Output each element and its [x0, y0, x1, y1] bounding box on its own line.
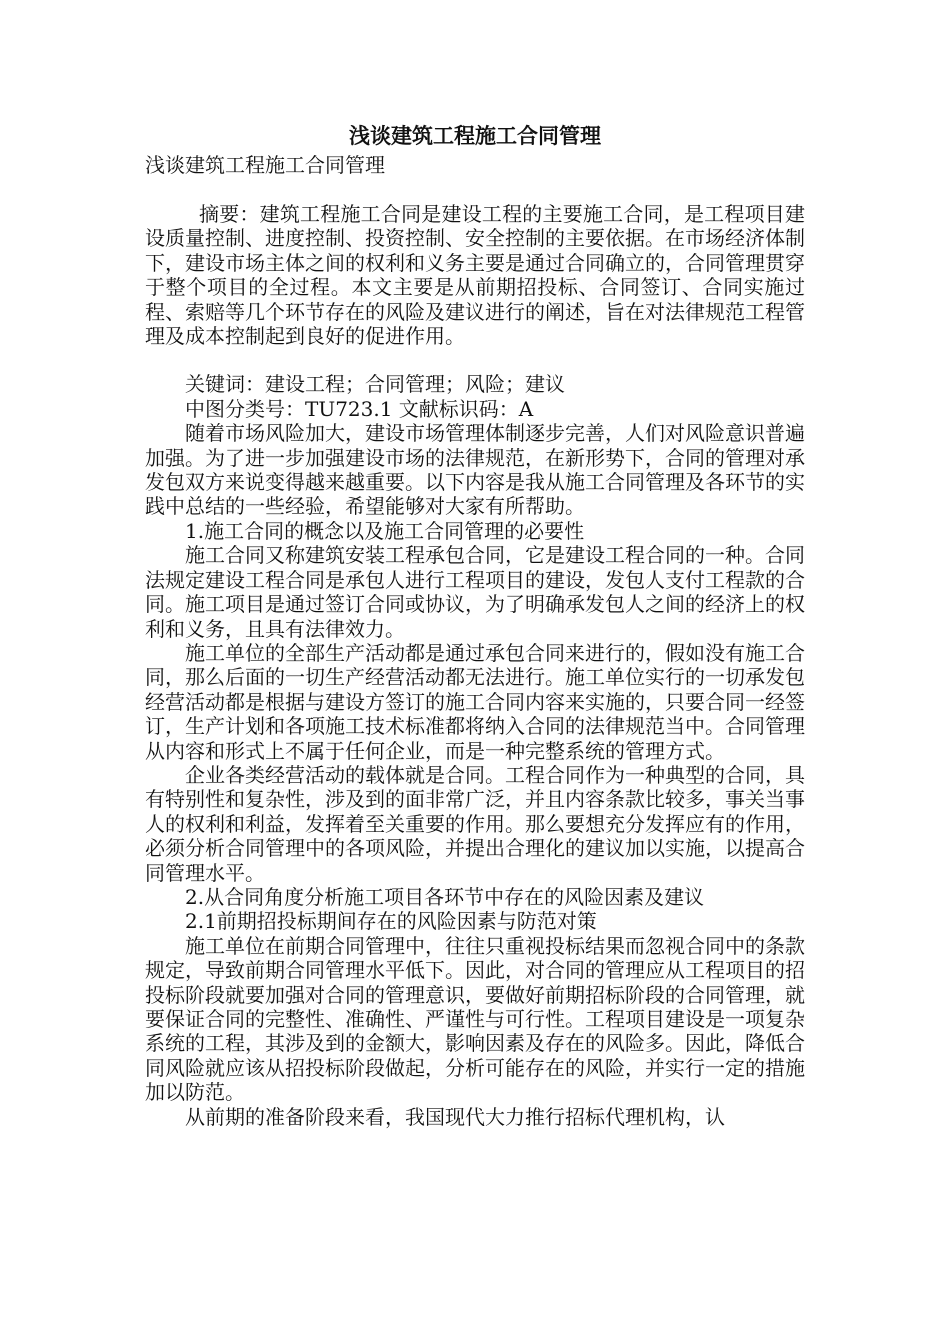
abstract-paragraph: 摘要：建筑工程施工合同是建设工程的主要施工合同，是工程项目建设质量控制、进度控制、投资控制、安全控制的主要依据。在市场经济体制下，建设市场主体之间的权利和义务主要是通过合同确立的，合同管理贯穿于整个项目的全过程。本文主要是从前期招投标、合同签订、合同实施过程、索赔等几个环节存在的风险及建议进行的阐述，旨在对法律规范工程管理及成本控制起到良好的促进作用。	[145, 202, 805, 349]
document-subtitle: 浅谈建筑工程施工合同管理	[145, 153, 385, 177]
section-1-paragraph-3: 企业各类经营活动的载体就是合同。工程合同作为一种典型的合同，具有特别性和复杂性，涉及到的面非常广泛，并且内容条款比较多，事关当事人的权利和利益，发挥着至关重要的作用。那么要想充分发挥应有的作用，必须分析合同管理中的各项风险，并提出合理化的建议加以实施，以提高合同管理水平。	[145, 762, 805, 885]
section-2-heading: 2.从合同角度分析施工项目各环节中存在的风险因素及建议	[185, 884, 705, 909]
section-2-1-paragraph-2: 从前期的准备阶段来看，我国现代大力推行招标代理机构，认	[185, 1104, 725, 1129]
document-page	[145, 120, 805, 1129]
section-1-paragraph-2: 施工单位的全部生产活动都是通过承包合同来进行的，假如没有施工合同，那么后面的一切生产经营活动都无法进行。施工单位实行的一切承发包经营活动都是根据与建设方签订的施工合同内容来实施的，只要合同一经签订，生产计划和各项施工技术标准都将纳入合同的法律规范当中。合同管理从内容和形式上不属于任何企业，而是一种完整系统的管理方式。	[145, 640, 805, 763]
keywords-line: 关键词：建设工程；合同管理；风险；建议	[185, 372, 565, 397]
intro-paragraph: 随着市场风险加大，建设市场管理体制逐步完善，人们对风险意识普遍加强。为了进一步加强建设市场的法律规范，在新形势下，合同的管理对承发包双方来说变得越来越重要。以下内容是我从施工合同管理及各环节的实践中总结的一些经验，希望能够对大家有所帮助。	[145, 421, 805, 519]
document-title: 浅谈建筑工程施工合同管理	[349, 123, 601, 148]
section-1-heading: 1.施工合同的概念以及施工合同管理的必要性	[185, 518, 585, 543]
section-2-1-paragraph-1: 施工单位在前期合同管理中，往往只重视投标结果而忽视合同中的条款规定，导致前期合同管理水平低下。因此，对合同的管理应从工程项目的招投标阶段就要加强对合同的管理意识，要做好前期招标阶段的合同管理，就要保证合同的完整性、准确性、严谨性与可行性。工程项目建设是一项复杂系统的工程，其涉及到的金额大，影响因素及存在的风险多。因此，降低合同风险就应该从招投标阶段做起，分析可能存在的风险，并实行一定的措施加以防范。	[145, 933, 805, 1105]
section-2-1-heading: 2.1前期招投标期间存在的风险因素与防范对策	[185, 909, 597, 934]
classification-line: 中图分类号：TU723.1 文献标识码：A	[185, 396, 534, 421]
section-1-paragraph-1: 施工合同又称建筑安装工程承包合同，它是建设工程合同的一种。合同法规定建设工程合同是承包人进行工程项目的建设，发包人支付工程款的合同。施工项目是通过签订合同或协议，为了明确承发包人之间的经济上的权利和义务，且具有法律效力。	[145, 543, 805, 641]
